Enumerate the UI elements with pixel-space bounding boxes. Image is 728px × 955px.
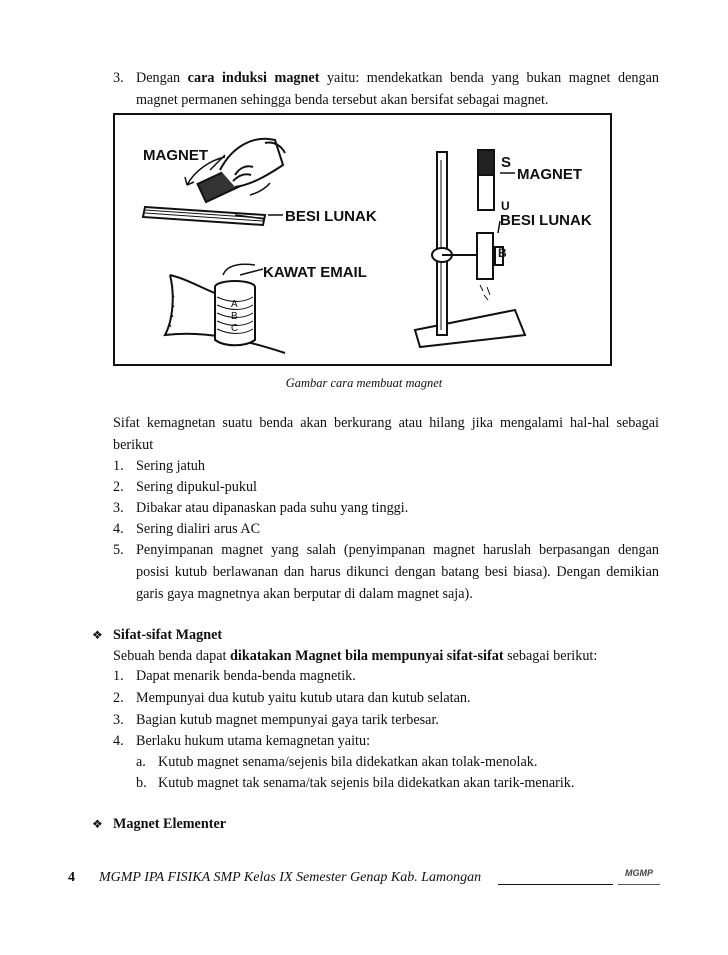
sifat-item-1-text: Dapat menarik benda-benda magnetik.: [136, 668, 356, 684]
sifat-sub-b-text: Kutub magnet tak senama/tak sejenis bila didekatkan akan tarik-menarik.: [158, 775, 575, 791]
magnet-figure: [113, 113, 612, 366]
coil-label-c: C: [231, 323, 239, 334]
stand: [415, 152, 525, 347]
elementer-heading: Magnet Elementer: [113, 816, 227, 832]
sifat-intro: [113, 646, 597, 666]
item3-line1: [136, 68, 659, 88]
loss-item-4-text: Sering dialiri arus AC: [136, 521, 261, 537]
loss-item-2-text: Sering dipukul-pukul: [136, 479, 257, 495]
label-besi-lunak-right: BESI LUNAK: [500, 212, 592, 229]
loss-item-5-line1: Penyimpanan magnet yang salah (penyimpanan magnet haruslah berpasangan dengan: [136, 542, 659, 558]
loss-item-1-num: 1.: [113, 458, 124, 474]
bar-magnet-vertical: [478, 150, 511, 213]
label-kawat-email: KAWAT EMAIL: [263, 264, 367, 281]
sifat-item-1-num: 1.: [113, 668, 124, 684]
label-b: B: [498, 246, 507, 260]
coil-label-b: B: [231, 311, 238, 322]
sifat-intro-pre: Sebuah benda dapat: [113, 648, 231, 664]
loss-item-3-num: 3.: [113, 500, 124, 516]
loss-intro-line1: Sifat kemagnetan suatu benda akan berkurang atau hilang jika mengalami hal-hal sebagai: [113, 415, 659, 431]
sifat-item-3-num: 3.: [113, 712, 124, 728]
item3-line2: magnet permanen sehingga benda tersebut akan bersifat sebagai magnet.: [136, 92, 549, 108]
item3-bold: cara induksi magnet: [187, 70, 320, 86]
label-s: S: [501, 154, 512, 171]
loss-item-5-line2: posisi kutub berlawanan dan harus dikunci dengan batang besi biasa). Dengan demikian: [136, 564, 659, 580]
sifat-heading: Sifat-sifat Magnet: [113, 627, 223, 643]
sifat-intro-bold: dikatakan Magnet bila mempunyai sifat-sifat: [230, 648, 504, 664]
loss-item-3-text: Dibakar atau dipanaskan pada suhu yang tinggi.: [136, 500, 409, 516]
sifat-item-4-text: Berlaku hukum utama kemagnetan yaitu:: [136, 733, 371, 749]
loss-item-5-line3: garis gaya magnetnya akan berputar di dalam magnet saja).: [136, 586, 473, 602]
mgmp-logo: MGMP: [618, 866, 660, 885]
sifat-item-4-num: 4.: [113, 733, 124, 749]
sifat-sub-b-num: b.: [136, 775, 147, 791]
label-besi-lunak-left: BESI LUNAK: [285, 208, 377, 225]
loss-item-2-num: 2.: [113, 479, 124, 495]
elementer-bullet-icon: ❖: [92, 817, 103, 831]
footer-text: MGMP IPA FISIKA SMP Kelas IX Semester Genap Kab. Lamongan: [99, 870, 482, 885]
label-u: U: [501, 199, 510, 213]
item3-post: yaitu: mendekatkan benda yang bukan magnet dengan: [319, 70, 659, 86]
loss-item-5-num: 5.: [113, 542, 124, 558]
sifat-intro-post: sebagai berikut:: [503, 648, 598, 664]
item3-pre: Dengan: [136, 70, 188, 86]
loss-intro-line2: berikut: [113, 437, 154, 453]
label-magnet-right: MAGNET: [517, 166, 582, 183]
footer-rule: [498, 884, 613, 885]
coil-label-a: A: [231, 299, 238, 310]
sifat-bullet-icon: ❖: [92, 628, 103, 642]
figure-drawing: [115, 115, 610, 364]
sifat-item-2-num: 2.: [113, 690, 124, 706]
sifat-sub-a-num: a.: [136, 754, 146, 770]
figure-caption: Gambar cara membuat magnet: [285, 376, 443, 390]
page-number: 4: [68, 870, 75, 885]
item3-number: 3.: [113, 70, 124, 86]
sifat-item-2-text: Mempunyai dua kutub yaitu kutub utara dan kutub selatan.: [136, 690, 471, 706]
loss-item-4-num: 4.: [113, 521, 124, 537]
label-magnet-left: MAGNET: [143, 147, 208, 164]
sifat-sub-a-text: Kutub magnet senama/sejenis bila didekatkan akan tolak-menolak.: [158, 754, 538, 770]
soft-iron-vertical: [477, 233, 507, 300]
sifat-item-3-text: Bagian kutub magnet mempunyai gaya tarik terbesar.: [136, 712, 439, 728]
loss-item-1-text: Sering jatuh: [136, 458, 205, 474]
